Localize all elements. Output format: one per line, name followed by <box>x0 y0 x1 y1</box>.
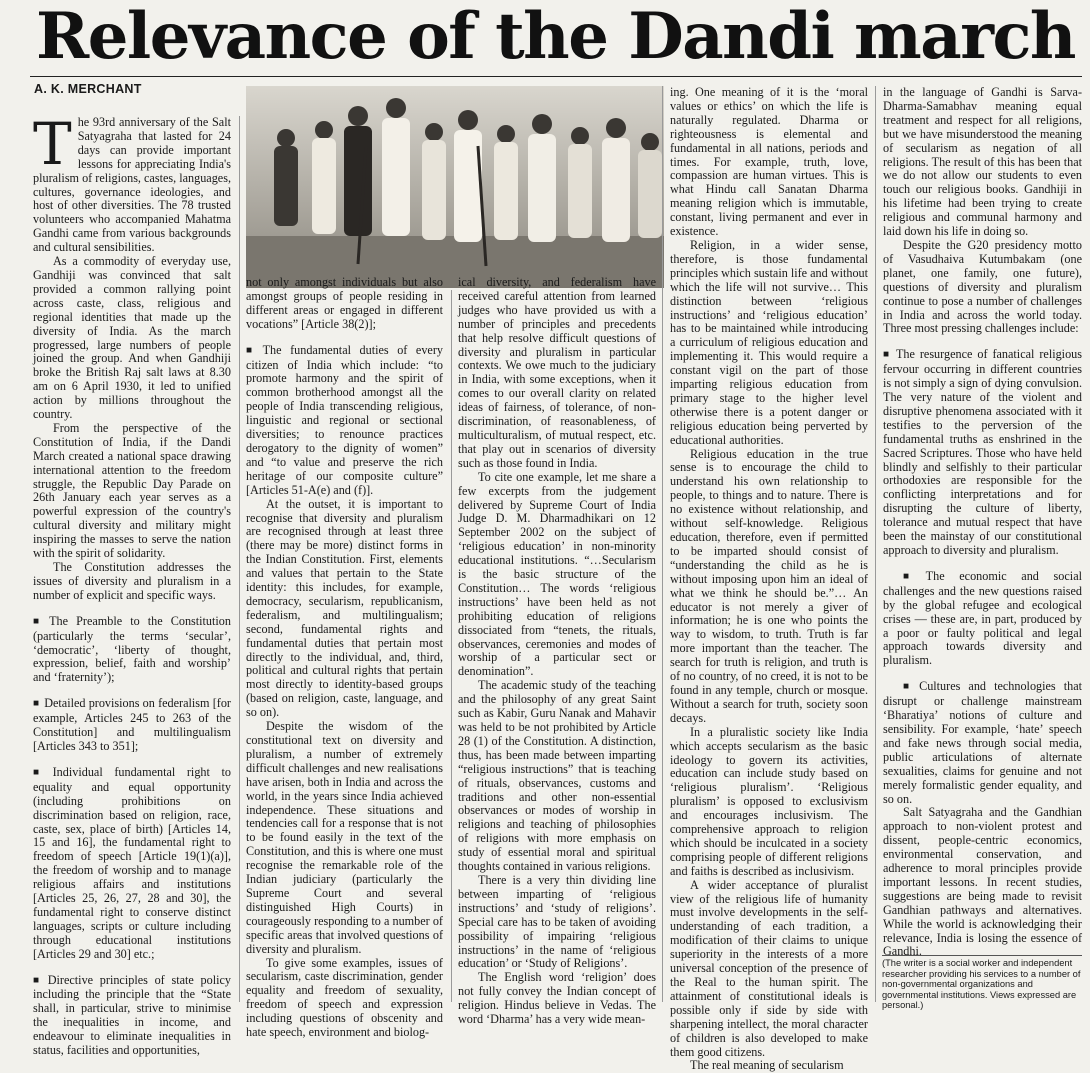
paragraph: ing. One meaning of it is the ‘moral values or ethics’ on which the life is naturally regulated. Dharma or righteousness is elemental and fundamental in all nations, periods and times. For example, truth, love, compassion are human virtues. This is what Hindu call Sanatan Dharma meaning religion which is immutable, constant, living permanent and ever in existence. <box>670 85 868 239</box>
column-divider <box>662 86 663 1002</box>
paragraph: Salt Satyagraha and the Gandhian approach to non-violent protest and dissent, people-centric economics, environmental conservation, and adherence to moral principles provide important lessons. In recent studies, suggestions are being made to revisit Gandhian pathways and alternatives. While the world is acknowledging their relevance, India is losing the essence of Gandhi. <box>883 805 1082 959</box>
bullet-paragraph: ■ Detailed provisions on federalism [for example, Articles 245 to 263 of the Constitution] and multilingualism [Articles 343 to 351]; <box>33 697 231 754</box>
paragraph: The 93rd anniversary of the Salt Satyagraha that lasted for 24 days can provide important lessons for appreciating India's pluralism of religions, castes, languages, cultures, governance ideologies, and host of other diversities. The 78 trusted volunteers who accompanied Mahatma Gandhi came from various backgrounds and cultural sensibilities. <box>33 110 231 255</box>
bullet-paragraph: ■ Cultures and technologies that disrupt or challenge mainstream ‘Bharatiya’ notions of culture and sensibility. For example, ‘hate’ speech and fake news through social media, public articulations of alternate sexualities, claims for genuine and not merely formalistic gender equality, and so on. <box>883 680 1082 806</box>
paragraph: The real meaning of secularism <box>690 1058 844 1073</box>
article-column-5 <box>883 85 1082 959</box>
paragraph: The Constitution addresses the issues of diversity and pluralism in a number of explicit and specific ways. <box>33 560 231 602</box>
article-column-4 <box>670 85 869 1073</box>
paragraph: At the outset, it is important to recognise that diversity and pluralism are recognised through at least three (there may be more) distinct forms in the Indian Constitution. First, elements and values that pertain to the State identity: this includes, for example, democracy, secularism, republicanism, federalism, and multilingualism; second, fundamental rights and fundamental duties that pertain most directly to the individual, and, third, political and cultural rights that pertain most directly to identity-based groups (based on religion, caste, language, and so on). <box>246 496 443 720</box>
bullet-square-icon <box>33 973 48 987</box>
paragraph: To cite one example, let me share a few excerpts from the judgement delivered by Supreme Court of India Judge D. M. Dharmadhikari on 12 September 2002 on the subject of ‘religious education’ in non-minority educational institutions. “…Secularism is the basic structure of the Constitution… The words ‘religious instructions’ have been held as not prohibiting education of religions dissociated from “tenets, the rituals, observances, ceremonies and modes of worship of a particular sect or denomination”. <box>458 469 656 679</box>
drop-cap: T <box>33 110 72 178</box>
bullet-square-icon <box>903 569 926 583</box>
paragraph: From the perspective of the Constitution of India, if the Dandi March created a national space drawing international attention to the freedom struggle, the Republic Day Parade on 26th January each year serves as a powerful expression of the country's cultural diversity and military might inspiring the masses to serve the nation with the spirit of solidarity. <box>33 420 231 561</box>
bullet-square-icon <box>33 696 44 710</box>
bullet-paragraph: ■ The fundamental duties of every citizen of India which include: “to promote harmony and the spirit of common brotherhood amongst all the people of India transcending religious, linguistic and regional or sectional diversities; to renounce practices derogatory to the dignity of women” and “to value and preserve the rich heritage of our composite culture” [Articles 51-A(e) and (f)]. <box>246 344 443 498</box>
paragraph: To give some examples, issues of secularism, caste discrimination, gender equality and freedom of sexuality, freedom of speech and expression including questions of obscenity and hate speech, environment and biolog- <box>246 955 443 1040</box>
paragraph: As a commodity of everyday use, Gandhiji was convinced that salt provided a common rallying point across caste, class, religious and regional identities that made up the diversity of India. As the march progressed, large numbers of people joined the group. And when Gandhiji broke the British Raj salt laws at 8.30 am on 6 April 1930, it led to unified action by millions throughout the country. <box>33 254 231 422</box>
column-divider <box>875 86 876 1002</box>
bullet-square-icon <box>33 765 53 779</box>
dandi-march-photo <box>246 86 664 288</box>
bullet-square-icon <box>903 679 919 693</box>
column-divider <box>239 116 240 1002</box>
article-column-1 <box>33 110 231 1058</box>
paragraph: in the language of Gandhi is Sarva-Dharma-Samabhav meaning equal treatment and respect for all religions, but we have misunderstood the meaning of secularism as negation of all religions. The result of this has been that we do not allow our students to even touch our religious books. Gandhiji in his lifetime had been trying to create religious and communal harmony and laid down his life in doing so. <box>883 85 1082 239</box>
paragraph: The English word ‘religion’ does not fully convey the Indian concept of religion. Hindus believe in Vedas. The word ‘Dharma’ has a very wide mean- <box>458 970 656 1027</box>
paragraph: The academic study of the teaching and the philosophy of any great Saint such as Kabir, Guru Nanak and Mahavir was held to be not prohibited by Article 28 (1) of the Constitution. A distinction, thus, has been made between imparting “religious instructions” that is teaching of rituals, observances, customs and traditions and other non-essential observances or modes of worship in religions and teaching of philosophies of religions with more emphasis on study of essential moral and spiritual thoughts contained in various religions. <box>458 678 656 874</box>
bullet-square-icon <box>883 347 896 361</box>
paragraph: ical diversity, and federalism have received careful attention from learned judges who have provided us with a number of principles and precedents that help resolve difficult questions of diversity and pluralism in particular contexts. We owe much to the judiciary in India, with some exceptions, when it comes to our overall clarity on related ideas of fairness, of tolerance, of non-discrimination, of reasonableness, of multiculturalism, of mutual respect, etc. that play out in scenarios of diversity such as those found in India. <box>458 275 656 470</box>
paragraph: In a pluralistic society like India which accepts secularism as the basic ideology to govern its activities, education can include study based on ‘religious pluralism’. ‘Religious pluralism’ is opposed to exclusivism and encourages inclusivism. The comprehensive approach to religion which should be inculcated in a society comprising people of different religions and faiths is described as inclusivism. <box>670 724 868 878</box>
headline: Relevance of the Dandi march <box>36 0 1075 74</box>
paragraph: Despite the wisdom of the constitutional text on diversity and pluralism, a number of extremely difficult challenges and new realisations have arisen, both in India and across the world, in the years since India achieved independence. These situations and tendencies call for a response that is not to be found easily in the text of the Constitution, and this is where one must recognise the remarkable role of the Indian judiciary (particularly the Supreme Court and several distinguished High Courts) in courageously responding to a number of specific areas that involved questions of diversity and pluralism. <box>246 719 443 956</box>
bullet-paragraph: ■ Directive principles of state policy including the principle that the “State shall, in particular, strive to minimise the inequalities in income, and endeavour to eliminate inequalities in status, facilities and opportunities, <box>33 974 231 1058</box>
paragraph: Religious education in the true sense is to encourage the child to understand his own relationship to people, to things and to nature. There is no existence without relationship, and without self-knowledge. Religious education, therefore, even if permitted to be imparted should consist of “understanding the child as he is without imposing upon him an ideal of what we think he should be.”… An educator is not merely a giver of information; he is one who points the way to wisdom, to truth. Truth is far more important than the teacher. The search for truth is religion, and truth is of no country, of no creed, it is not to be found in any temple, church or mosque. Without a search for truth, society soon decays. <box>670 446 868 725</box>
bullet-paragraph: ■ The resurgence of fanatical religious fervour occurring in different countries is not simply a sign of dying convulsion. The very nature of the violent and disruptive phenomena associated with it testifies to the perversion of the fundamental truths as enshrined in the Sacred Scriptures. Those who have held blindly and selfishly to their particular orthodoxies are responsible for the conflicting interpretations and for disrupting the culture of liberty, tolerance and mutual respect that have been the mainstay of our constitutional approach to diversity and pluralism. <box>883 348 1082 558</box>
paragraph: not only amongst individuals but also amongst groups of people residing in different areas or engaged in different vocations” [Article 38(2)]; <box>246 275 443 331</box>
byline: A. K. MERCHANT <box>34 82 142 96</box>
bullet-paragraph: ■ The Preamble to the Constitution (particularly the terms ‘secular’, ‘democratic’, ‘liberty of thought, expression, belief, faith and worship’ and ‘fraternity’); <box>33 615 231 686</box>
paragraph: A wider acceptance of pluralist view of the religious life of humanity must involve developments in the self-understanding of each tradition, a modification of their claims to unique superiority in the interests of a more universal conception of the presence of the Real to the human spirit. The attainment of constitutional ideals is possible only if side by side with sharpening intellect, the moral character of children is also developed to make them good citizens. <box>670 877 868 1059</box>
bullet-square-icon <box>33 614 49 628</box>
article-column-3 <box>458 275 656 1027</box>
photo-illustration <box>246 86 664 288</box>
bullet-square-icon <box>246 343 263 357</box>
article-column-2 <box>246 275 443 1040</box>
headline-rule <box>30 76 1082 77</box>
paragraph: Despite the G20 presidency motto of Vasudhaiva Kutumbakam (one planet, one family, one future), questions of diversity and pluralism continue to pose a number of challenges in India and across the world today. Three most pressing challenges include: <box>883 237 1082 336</box>
bullet-paragraph: ■ Individual fundamental right to equality and equal opportunity (including prohibitions on discrimination based on religion, race, caste, sex, place of birth) [Articles 14, 15 and 16], the fundamental right to freedom of speech [Article 19(1)(a)], the freedom of worship and to manage religious affairs and institutions [Articles 25, 26, 27, 28 and 30], the fundamental right to conserve distinct languages, scripts or culture including through educational institutions [Articles 29 and 30] etc.; <box>33 766 231 962</box>
paragraph: Religion, in a wider sense, therefore, is those fundamental principles which sustain life and without which the life will not survive… This distinction between ‘religious instructions’ and ‘religious education’ has to be maintained while introducing a curriculum of religious education and implementing it. This would require a constant vigil on the part of those imparting religious education from primary stage to the higher level otherwise there is a potent danger or religious education being perverted by educational authorities. <box>670 237 869 447</box>
bullet-paragraph: ■ The economic and social challenges and the new questions raised by the global refugee and ecological crises — these are, in part, produced by a poor or faulty political and legal approach towards diversity and pluralism. <box>883 570 1082 668</box>
column-divider <box>451 290 452 1002</box>
paragraph: There is a very thin dividing line between imparting of ‘religious instructions’ and ‘study of religions’. Special care has to be taken of avoiding possibility of impairing ‘religious instructions’ in the name of ‘religious education’ or ‘Study of Religions’. <box>458 872 656 971</box>
author-footnote: (The writer is a social worker and independent researcher providing his services to a number of non-governmental organizations and governmental institutions. Views expressed are personal.) <box>882 955 1082 1011</box>
